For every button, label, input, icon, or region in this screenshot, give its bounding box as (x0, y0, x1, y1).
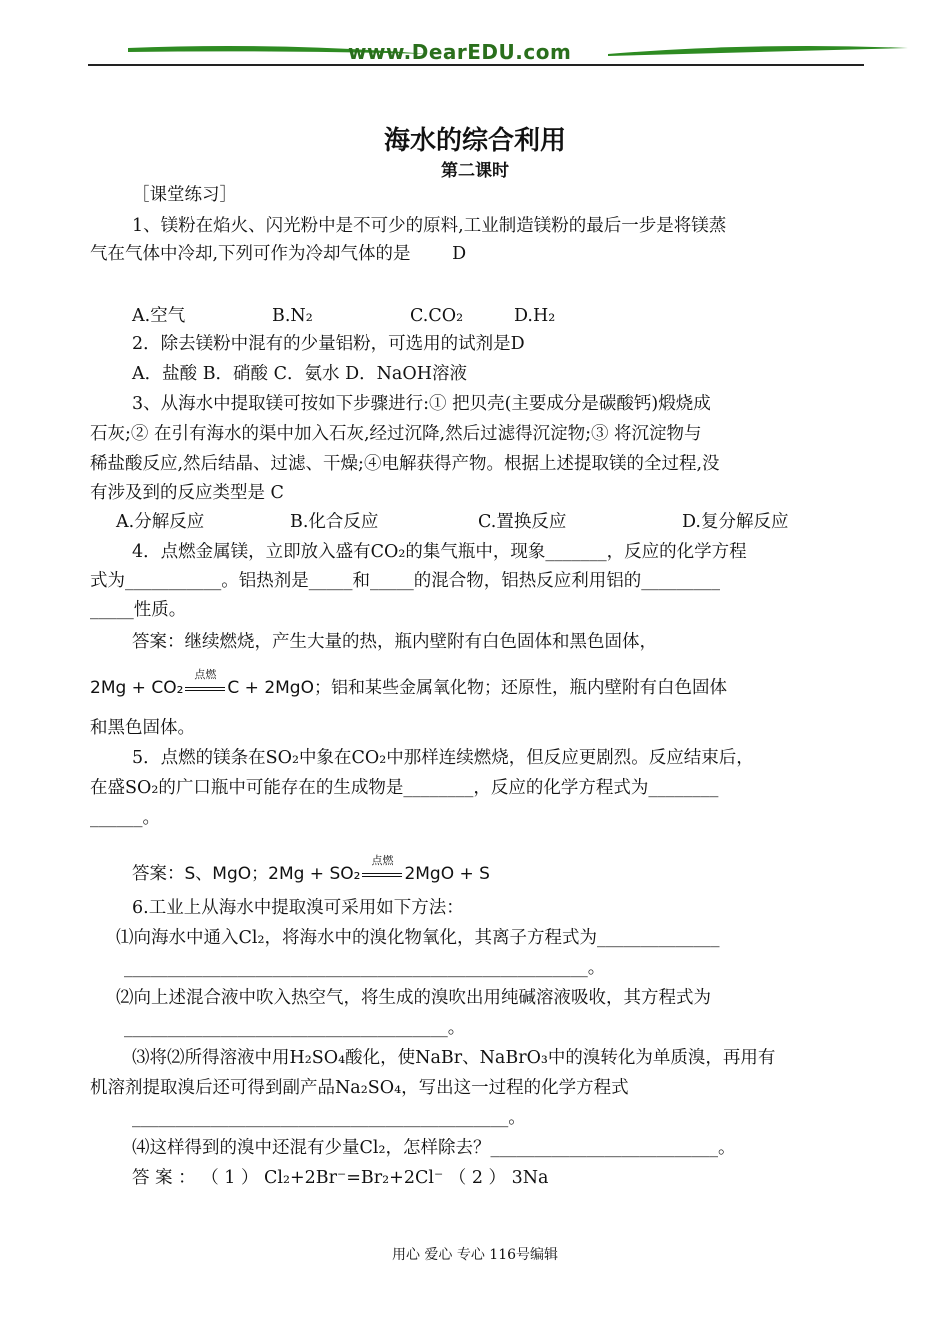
q4-answer-line3: 和黑色固体。 (90, 718, 195, 738)
q2-options: A．盐酸 B．硝酸 C．氨水 D．NaOH溶液 (132, 364, 467, 384)
q1-line2 (90, 242, 466, 266)
q6-line1: 6.工业上从海水中提取溴可采用如下方法： (132, 898, 464, 918)
q4-line3: _____性质。 (90, 600, 187, 620)
q6-part1: ⑴向海水中通入Cl₂，将海水中的溴化物氧化，其离子方程式为______________ (116, 928, 720, 948)
q5-eq-left: S、MgO；2Mg + SO₂ (184, 864, 361, 884)
q3-opt-c: C.置换反应 (478, 512, 567, 532)
page-subtitle: 第二课时 (441, 161, 509, 181)
q3-line3: 稀盐酸反应,然后结晶、过滤、干燥;④电解获得产物。根据上述提取镁的全过程,没 (90, 454, 720, 474)
q6-part4: ⑷这样得到的溴中还混有少量Cl₂，怎样除去？__________________________。 (132, 1138, 736, 1158)
q6-answer: 答 案 ： （ 1 ） Cl₂+2Br⁻=Br₂+2Cl⁻ （ 2 ） 3Na (132, 1168, 549, 1188)
q6-part3: ⑶将⑵所得溶液中用H₂SO₄酸化，使NaBr、NaBrO₃中的溴转化为单质溴，再用有 (132, 1048, 776, 1068)
q1-answer: D (452, 244, 467, 264)
q5-answer-label: 答案： (132, 864, 185, 884)
q4-eq-left: 2Mg + CO₂ (90, 678, 184, 698)
q1-opt-d: D.H₂ (514, 306, 556, 326)
q3-line2: 石灰;② 在引有海水的渠中加入石灰,经过沉降,然后过滤得沉淀物;③ 将沉淀物与 (90, 424, 702, 444)
q5-line2: 在盛SO₂的广口瓶中可能存在的生成物是________，反应的化学方程式为________ (90, 778, 719, 798)
q4-line1: 4．点燃金属镁，立即放入盛有CO₂的集气瓶中，现象_______，反应的化学方程 (132, 542, 747, 562)
green-leaf-right-icon (608, 44, 908, 56)
page-title: 海水的综合利用 (383, 126, 566, 156)
q5-eq-arrow (362, 854, 402, 886)
q6-part2-blank: _____________________________________。 (124, 1018, 466, 1038)
site-url: www.DearEDU.com (348, 40, 572, 64)
q3-opt-d: D.复分解反应 (682, 512, 789, 532)
header-rule (88, 64, 864, 66)
q4-answer-tail: ，瓶内壁附有白色固体 (551, 678, 727, 698)
q2-line1: 2．除去镁粉中混有的少量铝粉，可选用的试剂是D (132, 334, 525, 354)
q1-opt-b: B.N₂ (272, 306, 313, 326)
q3-line4: 有涉及到的反应类型是 C (90, 483, 284, 503)
q6-part3b: 机溶剂提取溴后还可得到副产品Na₂SO₄，写出这一过程的化学方程式 (90, 1078, 629, 1098)
q3-opt-a: A.分解反应 (116, 512, 205, 532)
q4-line2: 式为___________。铝热剂是_____和_____的混合物，铝热反应利用铝的_________ (90, 571, 720, 591)
q1-stem: 气在气体中冷却,下列可作为冷却气体的是 (90, 244, 411, 264)
q3-opt-b: B.化合反应 (290, 512, 379, 532)
q5-eq-right: 2MgO + S (404, 864, 490, 884)
q6-part1-blank: _____________________________________________________。 (124, 958, 606, 978)
q5-line1: 5．点燃的镁条在SO₂中象在CO₂中那样连续燃烧，但反应更剧烈。反应结束后， (132, 748, 754, 768)
q6-part3-blank: ___________________________________________。 (132, 1108, 526, 1128)
q4-eq-arrow (185, 668, 225, 700)
q1-opt-a: A.空气 (132, 306, 186, 326)
q4-answer-line1: 答案：继续燃烧，产生大量的热，瓶内壁附有白色固体和黑色固体， (132, 632, 657, 652)
q4-eq-right: C + 2MgO；铝和某些金属氧化物；还原性 (227, 678, 552, 698)
q3-line1: 3、从海水中提取镁可按如下步骤进行:① 把贝壳(主要成分是碳酸钙)煅烧成 (132, 394, 711, 414)
q1-opt-c: C.CO₂ (410, 306, 464, 326)
page-footer: 用心 爱心 专心 116号编辑 (391, 1247, 559, 1263)
q4-eq-condition: 点燃 (194, 668, 217, 681)
q5-line3: ______。 (90, 808, 160, 828)
q5-eq-condition: 点燃 (371, 854, 394, 867)
q5-answer-line (132, 854, 490, 886)
q6-part2: ⑵向上述混合液中吹入热空气，将生成的溴吹出用纯碱溶液吸收，其方程式为 (116, 988, 711, 1008)
q1-line1: 1、镁粉在焰火、闪光粉中是不可少的原料,工业制造镁粉的最后一步是将镁蒸 (132, 216, 727, 236)
q4-equation-line (90, 668, 727, 700)
section-label: ［课堂练习］ (132, 185, 237, 205)
